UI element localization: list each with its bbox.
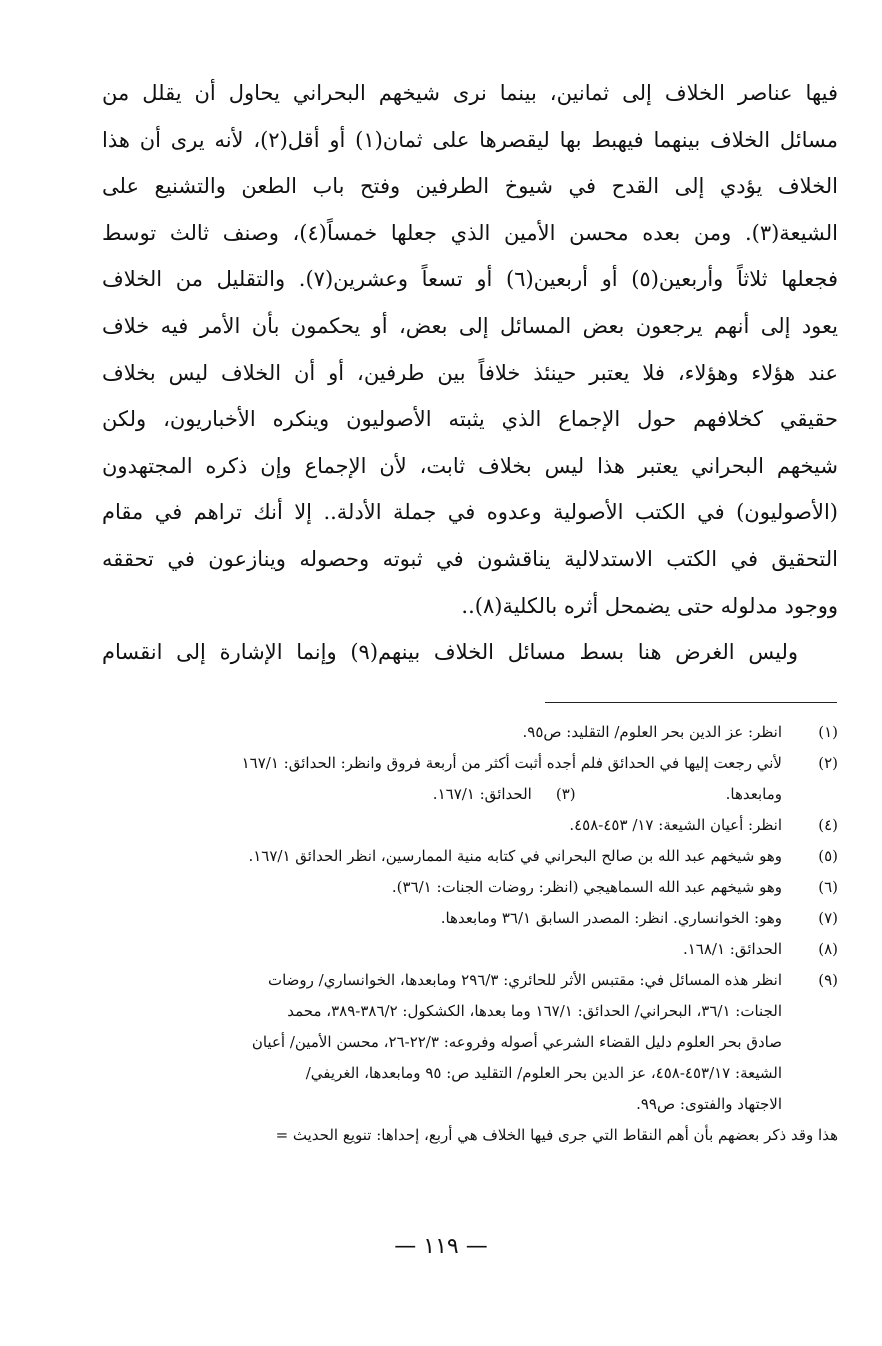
text-line-7: عند هؤلاء وهؤلاء، فلا يعتبر حينئذ خلافاً بين طرفين، أو أن الخلاف ليس بخلاف (102, 360, 838, 385)
footnote-2 (102, 748, 838, 810)
footnote-text: انظر هذه المسائل في: مقتبس الأثر للحائري: ٢٩٦/٣ ومابعدها، الخوانساري/ روضات (267, 971, 782, 989)
footnote-6 (102, 872, 838, 903)
footnote-text: الجنات: ٣٦/١، البحراني/ الحدائق: ١٦٧/١ وما بعدها، الكشكول: ٣٨٦/٢-٣٨٩، محمد (287, 1002, 782, 1020)
footnote-text: الشيعة: ٤٥٣/١٧-٤٥٨، عز الدين بحر العلوم/ التقليد ص: ٩٥ ومابعدها، الغريفي/ (305, 1064, 782, 1082)
footnote-number: (٨) (818, 940, 838, 958)
footnote-text: الحدائق: ١٦٨/١. (682, 940, 782, 958)
text-line-4: الشيعة(٣). ومن بعده محسن الأمين الذي جعلها خمساً(٤)، وصنف ثالث توسط (102, 220, 838, 245)
footnote-continuation: هذا وقد ذكر بعضهم بأن أهم النقاط التي جرى فيها الخلاف هي أربع، إحداها: تنويع الحديث = (275, 1126, 838, 1144)
footnote-8 (102, 934, 838, 965)
footnote-7 (102, 903, 838, 934)
footnote-text: وهو: الخوانساري. انظر: المصدر السابق ٣٦/١ ومابعدها. (440, 909, 782, 927)
footnote-number: (٣) (555, 785, 576, 803)
footnotes (102, 717, 838, 1151)
footnote-4 (102, 810, 838, 841)
footnote-divider (545, 702, 837, 703)
text-line-6: يعود إلى أنهم يرجعون بعض المسائل إلى بعض، أو يحكمون بأن الأمر فيه خلاف (102, 313, 838, 338)
page-number: — ١١٩ — (394, 1234, 488, 1259)
text-line-3: الخلاف يؤدي إلى القدح في شيوخ الطرفين وفتح باب الطعن والتشنيع على (102, 174, 838, 199)
footnote-text: صادق بحر العلوم دليل القضاء الشرعي أصوله وفروعه: ٢٢/٣-٢٦، محسن الأمين/ أعيان (251, 1033, 782, 1051)
footnote-number: (٤) (818, 816, 838, 834)
footnote-text: وهو شيخهم عبد الله بن صالح البحراني في كتابه منية الممارسين، انظر الحدائق ١٦٧/١. (248, 847, 782, 865)
text-line-9: شيخهم البحراني يعتبر هذا ليس بخلاف ثابت، لأن الإجماع وإن ذكره المجتهدون (102, 453, 838, 478)
footnote-text: الاجتهاد والفتوى: ص٩٩. (636, 1095, 782, 1113)
text-line-10: (الأصوليون) في الكتب الأصولية وعدوه في جملة الأدلة.. إلا أنك تراهم في مقام (102, 500, 838, 525)
footnote-number: (٢) (818, 754, 838, 772)
text-line-8: حقيقي كخلافهم حول الإجماع الذي يثبته الأصوليون وينكره الأخباريون، ولكن (102, 407, 838, 432)
text-line-2: مسائل الخلاف بينهما فيهبط بها ليقصرها على ثمان(١) أو أقل(٢)، لأنه يرى أن هذا (102, 127, 838, 152)
footnote-text: لأني رجعت إليها في الحدائق فلم أجده أثبت أكثر من أربعة فروق وانظر: الحدائق: ١٦٧/١ (241, 754, 782, 772)
footnote-number: (٥) (818, 847, 838, 865)
main-text (102, 70, 838, 676)
footnote-1 (102, 717, 838, 748)
footnote-number: (٩) (818, 971, 838, 989)
footnote-text: انظر: عز الدين بحر العلوم/ التقليد: ص٩٥. (522, 723, 782, 741)
footnote-number: (٦) (818, 878, 838, 896)
text-line-13: وليس الغرض هنا بسط مسائل الخلاف بينهم(٩) وإنما الإشارة إلى انقسام (102, 640, 798, 665)
text-line-12: ووجود مدلوله حتى يضمحل أثره بالكلية(٨).. (461, 593, 838, 618)
text-line-5: فجعلها ثلاثاً وأربعين(٥) أو أربعين(٦) أو تسعاً وعشرين(٧). والتقليل من الخلاف (102, 267, 838, 292)
text-line-11: التحقيق في الكتب الاستدلالية يناقشون في ثبوته وحصوله وينازعون في تحققه (102, 546, 838, 571)
footnote-inline-row (102, 779, 782, 810)
footnote-text: الحدائق: ١٦٧/١. (432, 785, 532, 803)
footnote-3 (433, 779, 576, 810)
text-line-1: فيها عناصر الخلاف إلى ثمانين، بينما نرى شيخهم البحراني يحاول أن يقلل من (102, 81, 838, 105)
footnote-text: ومابعدها. (725, 785, 782, 803)
footnote-number: (٧) (818, 909, 838, 927)
footnote-text: انظر: أعيان الشيعة: ١٧/ ٤٥٣-٤٥٨. (569, 816, 782, 834)
footnote-5 (102, 841, 838, 872)
footnote-9 (102, 965, 838, 1120)
footnote-number: (١) (818, 723, 838, 741)
footnote-text: وهو شيخهم عبد الله السماهيجي (انظر: روضات الجنات: ٣٦/١). (391, 878, 782, 896)
